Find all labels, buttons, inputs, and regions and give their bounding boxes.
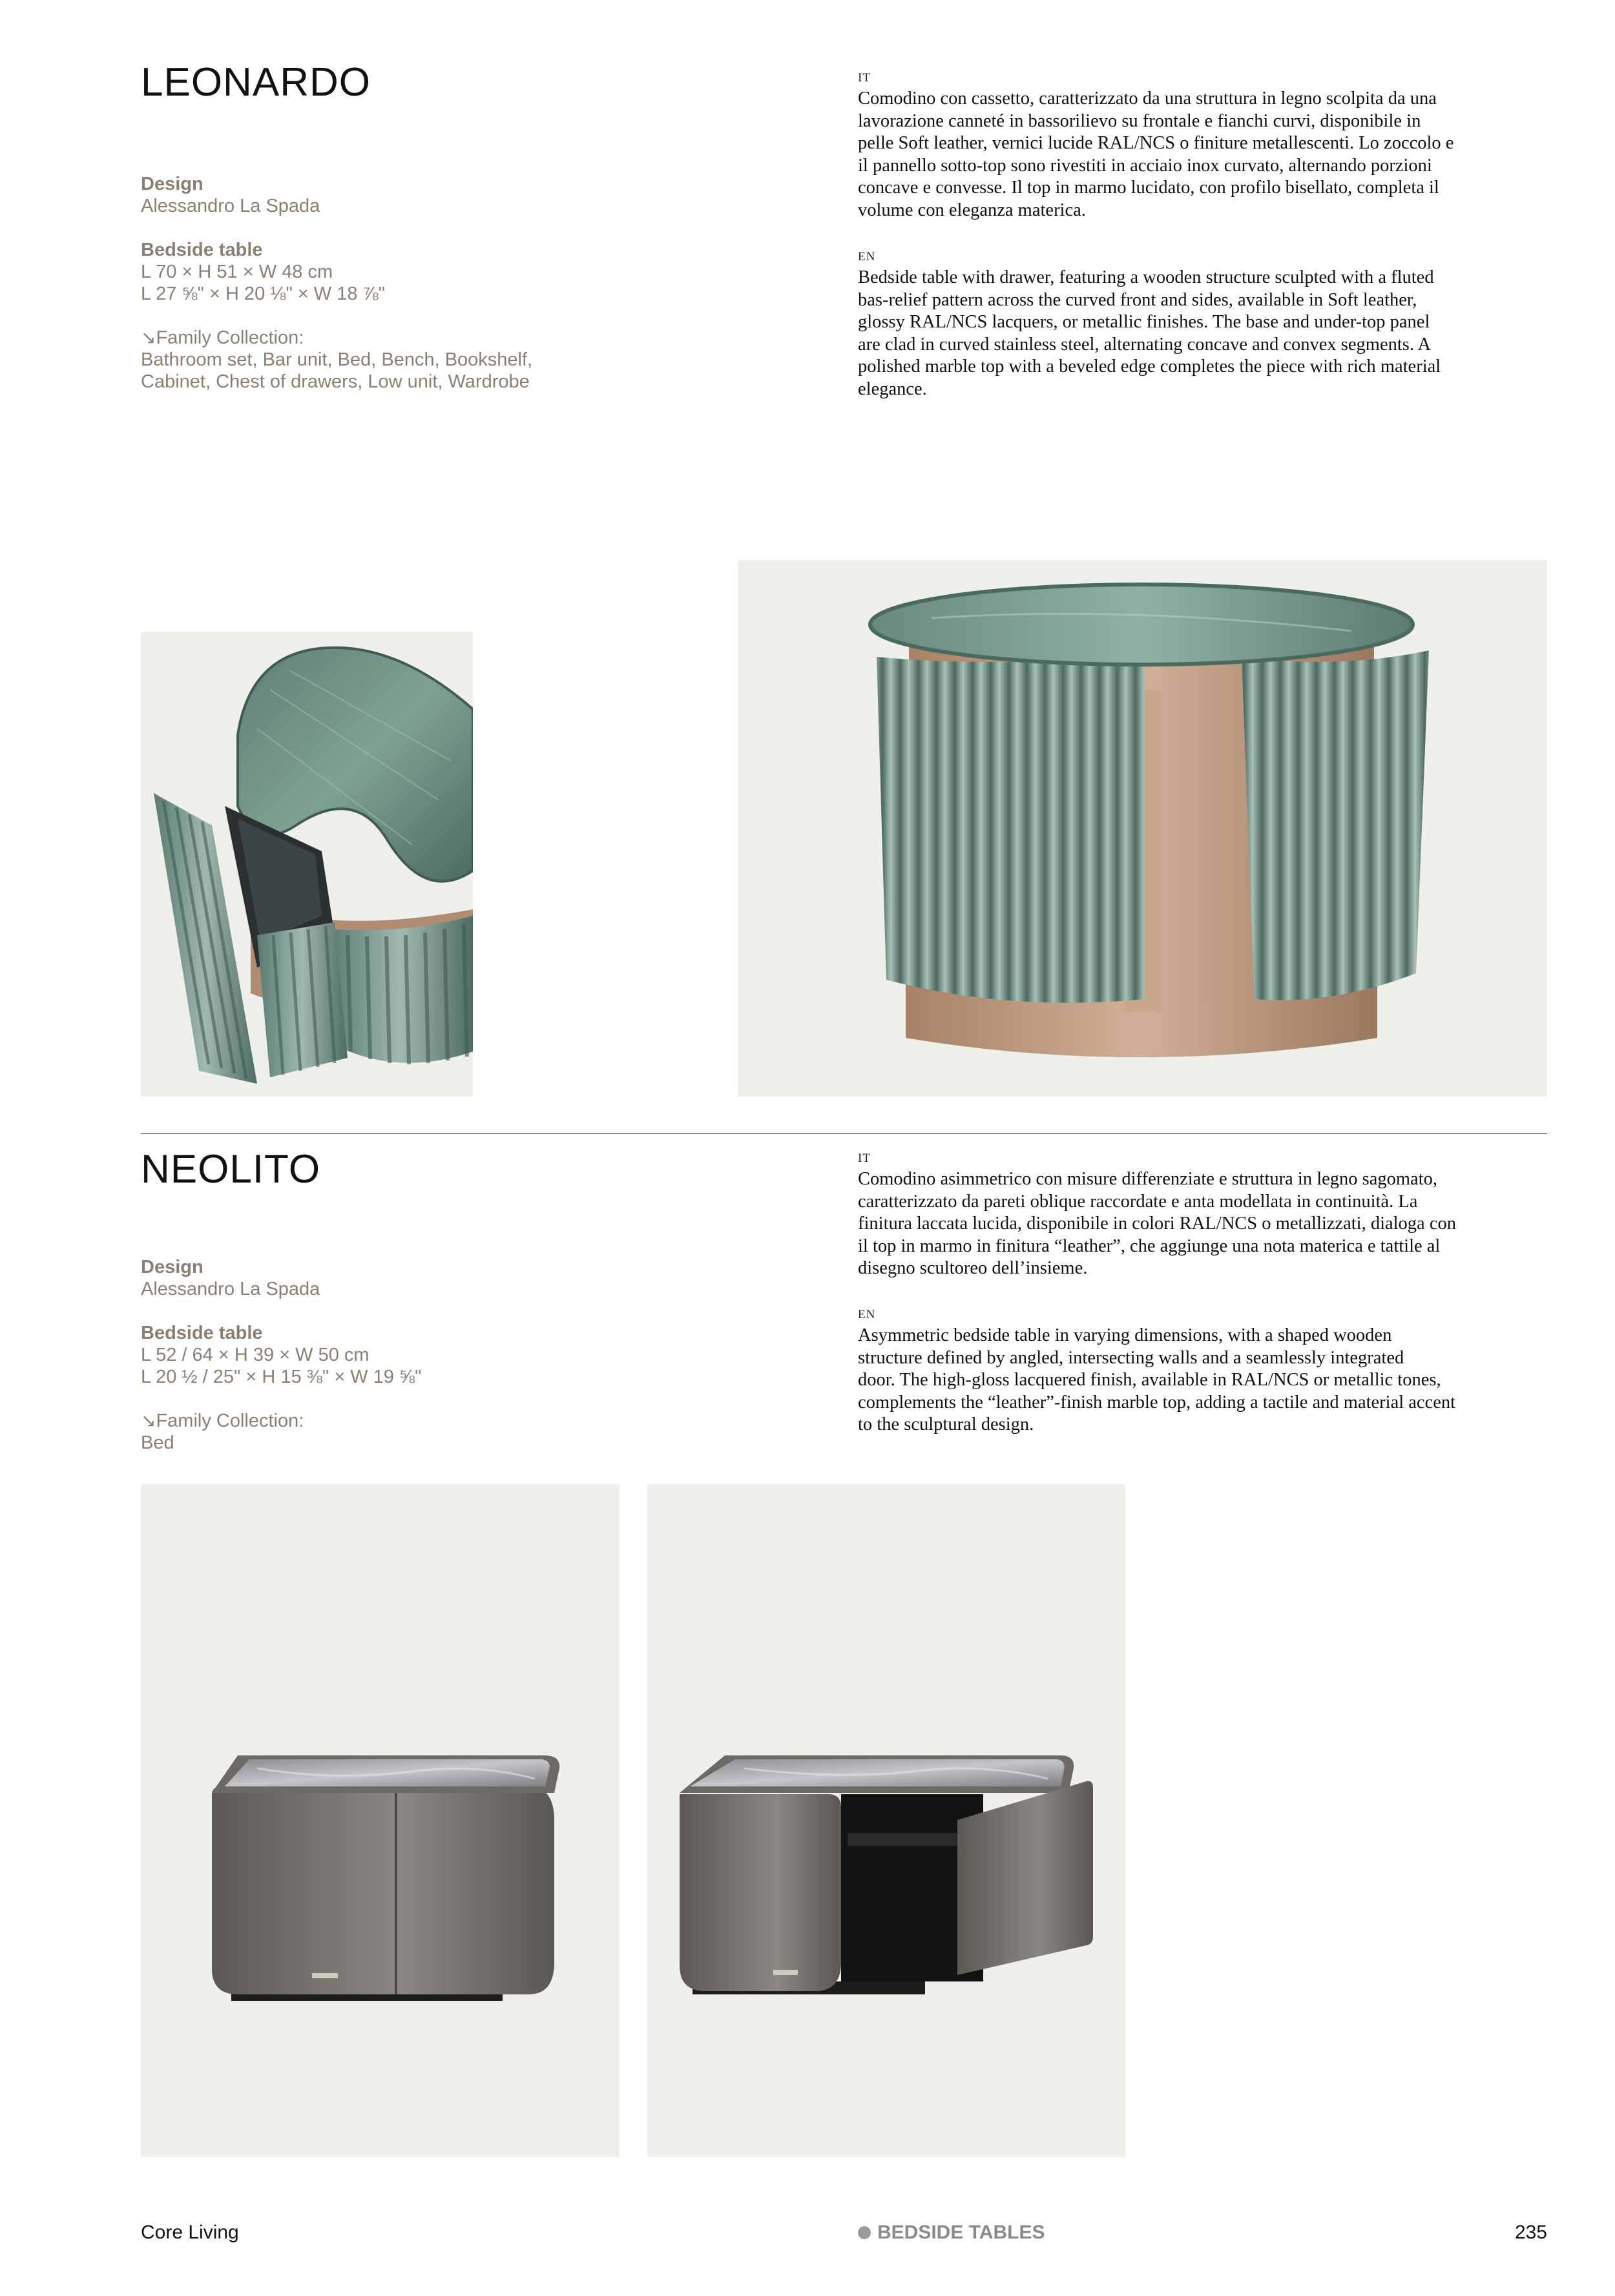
footer-section-label: BEDSIDE TABLES: [877, 2222, 1045, 2243]
leonardo-description-it: Comodino con cassetto, caratterizzato da una struttura in legno scolpita da una lavorazione canneté in bassorilievo su frontale e fianchi curvi, disponibile in pelle Soft leather, vernici lucide RAL/NCS o finiture metallescenti. Lo zoccolo e il pannello sotto-top sono rivestiti in acciaio inox curvato, alternando porzioni concave e convesse. Il top in marmo lucidato, con profilo bisellato, completa il volume con eleganza materica.: [858, 88, 1454, 220]
designer-name: Alessandro La Spada: [141, 196, 320, 216]
family-collection-label: Family Collection:: [156, 1411, 304, 1431]
neolito-open-photo: [647, 1484, 1125, 2157]
arrow-down-right-icon: ↘: [141, 1411, 156, 1431]
lang-tag-it: IT: [858, 1152, 871, 1165]
family-collection-line-1: Bathroom set, Bar unit, Bed, Bench, Bookshelf,: [141, 349, 533, 370]
footer-brand: Core Living: [141, 2222, 239, 2243]
lang-tag-en: EN: [858, 1308, 876, 1321]
leonardo-title: LEONARDO: [141, 60, 371, 105]
leonardo-description-en: Bedside table with drawer, featuring a wooden structure sculpted with a fluted bas-relief pattern across the curved front and sides, available in Soft leather, glossy RAL/NCS lacquers, or metallic finishes. The base and under-top panel are clad in curved stainless steel, alternating concave and convex segments. A polished marble top with a beveled edge completes the piece with rich material elegance.: [858, 267, 1441, 399]
dimensions-inch: L 27 ⅝" × H 20 ⅛" × W 18 ⅞": [141, 284, 386, 304]
arrow-down-right-icon: ↘: [141, 327, 156, 347]
leonardo-main-photo: [738, 560, 1547, 1097]
neolito-description-it: Comodino asimmetrico con misure differenziate e struttura in legno sagomato, caratterizzato da pareti oblique raccordate e anta modellata in continuità. La finitura laccata lucida, disponibile in colori RAL/NCS o metallizzati, dialoga con il top in marmo in finitura “leather”, che aggiunge una nota materica e tattile al disegno scultoreo dell’insieme.: [858, 1169, 1456, 1278]
neolito-title: NEOLITO: [141, 1147, 321, 1192]
bullet-dot-icon: [858, 2226, 871, 2239]
neolito-closed-photo: [141, 1484, 620, 2157]
lang-tag-it: IT: [858, 71, 871, 85]
designer-name: Alessandro La Spada: [141, 1279, 320, 1299]
design-label: Design: [141, 174, 203, 194]
page-number: 235: [1514, 2222, 1547, 2243]
neolito-description-en: Asymmetric bedside table in varying dimensions, with a shaped wooden structure defined by angled, intersecting walls and a seamlessly integrated door. The high-gloss lacquered finish, available in RAL/NCS or metallic tones, complements the “leather”-finish marble top, adding a tactile and material accent to the sculptural design.: [858, 1325, 1456, 1434]
leonardo-specs: [141, 173, 722, 393]
section-divider: [141, 1133, 1547, 1134]
family-collection-label: Family Collection:: [156, 327, 304, 348]
dimensions-cm: L 70 × H 51 × W 48 cm: [141, 262, 333, 282]
design-label: Design: [141, 1257, 203, 1277]
footer-section: [858, 2222, 1045, 2244]
family-collection-line-1: Bed: [141, 1432, 174, 1453]
neolito-specs: [141, 1256, 722, 1454]
dimensions-cm: L 52 / 64 × H 39 × W 50 cm: [141, 1345, 370, 1365]
dimensions-inch: L 20 ½ / 25" × H 15 ⅜" × W 19 ⅝": [141, 1367, 422, 1387]
family-collection-line-2: Cabinet, Chest of drawers, Low unit, Wardrobe: [141, 371, 530, 392]
leonardo-detail-photo: [141, 632, 473, 1097]
product-type-label: Bedside table: [141, 240, 263, 260]
lang-tag-en: EN: [858, 250, 876, 264]
product-type-label: Bedside table: [141, 1323, 263, 1343]
